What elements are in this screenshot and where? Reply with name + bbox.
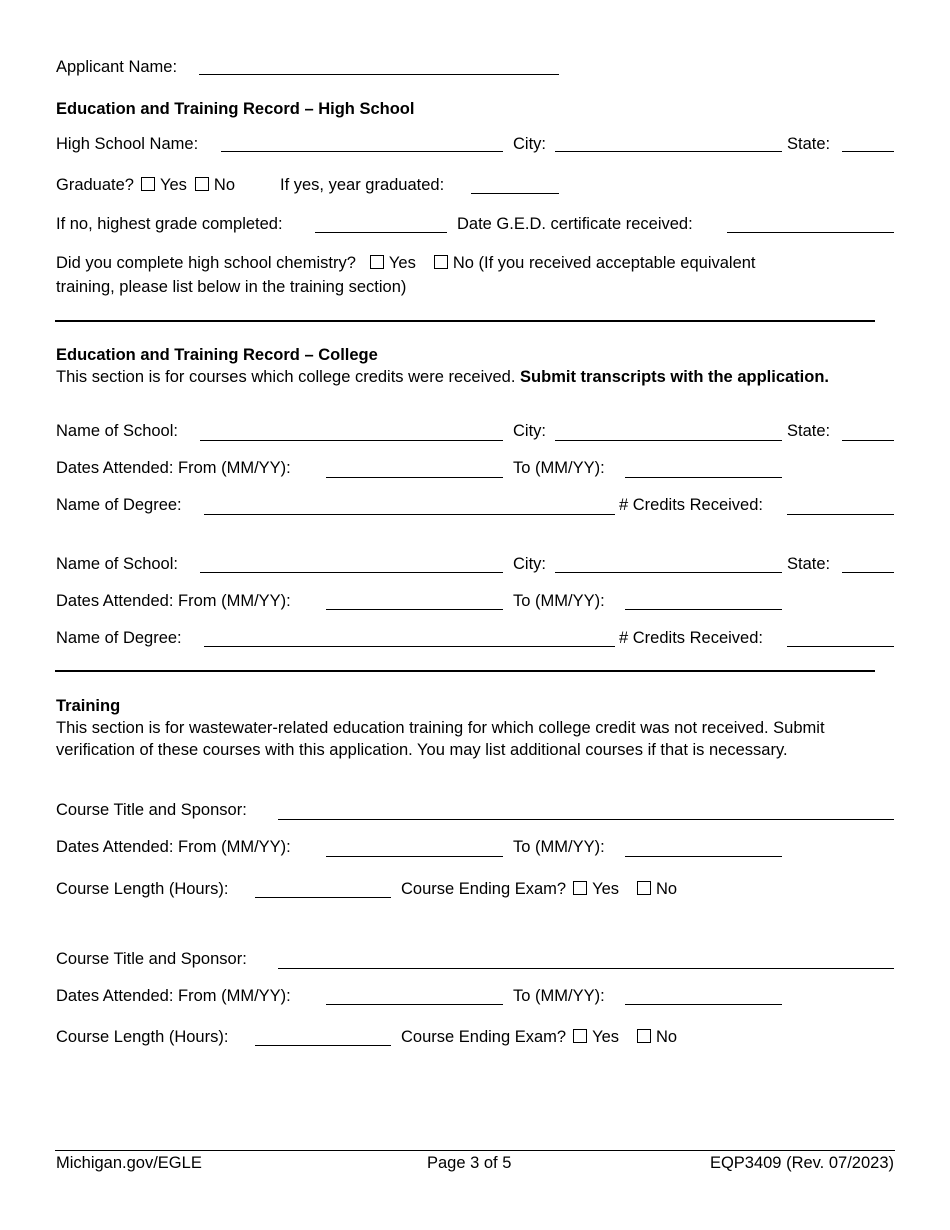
chemistry-yes-checkbox[interactable]: [370, 255, 384, 269]
course-length-field-1[interactable]: [255, 897, 391, 898]
applicant-name-field[interactable]: [199, 74, 559, 75]
high-school-state-label: State:: [787, 135, 831, 153]
applicant-name-label: Applicant Name:: [56, 58, 178, 76]
exam-yes-checkbox-1[interactable]: [573, 881, 587, 895]
graduate-no-checkbox[interactable]: [195, 177, 209, 191]
training-dates-from-field-2[interactable]: [326, 1004, 503, 1005]
school-state-label-2: State:: [787, 555, 831, 573]
training-dates-to-field-2[interactable]: [625, 1004, 782, 1005]
dates-from-label-1: Dates Attended: From (MM/YY):: [56, 459, 291, 477]
exam-no-label-1: No: [656, 880, 678, 898]
chemistry-label: Did you complete high school chemistry?: [56, 254, 356, 272]
credits-label-1: # Credits Received:: [619, 496, 763, 514]
high-school-name-label: High School Name:: [56, 135, 199, 153]
dates-to-field-2[interactable]: [625, 609, 782, 610]
course-length-label-1: Course Length (Hours):: [56, 880, 229, 898]
dates-from-label-2: Dates Attended: From (MM/YY):: [56, 592, 291, 610]
school-name-field-1[interactable]: [200, 440, 503, 441]
dates-to-label-1: To (MM/YY):: [513, 459, 605, 477]
section-divider: [55, 320, 875, 322]
school-city-field-2[interactable]: [555, 572, 782, 573]
exam-yes-label-1: Yes: [592, 880, 620, 898]
graduate-yes-label: Yes: [159, 176, 187, 194]
training-dates-from-field-1[interactable]: [326, 856, 503, 857]
graduate-yes-checkbox[interactable]: [141, 177, 155, 191]
chemistry-note: training, please list below in the training section): [56, 278, 407, 296]
high-school-state-field[interactable]: [842, 151, 894, 152]
college-intro-bold: Submit transcripts with the application.: [520, 368, 829, 386]
exam-no-checkbox-2[interactable]: [637, 1029, 651, 1043]
dates-to-label-2: To (MM/YY):: [513, 592, 605, 610]
course-title-label-1: Course Title and Sponsor:: [56, 801, 247, 819]
high-school-heading: Education and Training Record – High School: [56, 100, 415, 118]
school-city-label-1: City:: [513, 422, 546, 440]
training-dates-from-label-1: Dates Attended: From (MM/YY):: [56, 838, 291, 856]
course-length-label-2: Course Length (Hours):: [56, 1028, 229, 1046]
school-city-field-1[interactable]: [555, 440, 782, 441]
chemistry-yes-label: Yes: [388, 254, 416, 272]
footer-page-number: Page 3 of 5: [427, 1154, 512, 1172]
chemistry-row: [56, 254, 756, 273]
school-name-label-1: Name of School:: [56, 422, 178, 440]
exam-label-1: Course Ending Exam?: [401, 880, 567, 898]
course-title-field-2[interactable]: [278, 968, 894, 969]
training-dates-to-label-2: To (MM/YY):: [513, 987, 605, 1005]
exam-yes-checkbox-2[interactable]: [573, 1029, 587, 1043]
exam-yes-label-2: Yes: [592, 1028, 620, 1046]
course-title-label-2: Course Title and Sponsor:: [56, 950, 247, 968]
ged-date-label: Date G.E.D. certificate received:: [457, 215, 693, 233]
training-dates-to-field-1[interactable]: [625, 856, 782, 857]
school-state-field-1[interactable]: [842, 440, 894, 441]
training-intro: This section is for wastewater-related education training for which college credit was not received. Submit verification of these courses with this application. You may list additional courses if that is necessary.: [56, 719, 825, 759]
dates-to-field-1[interactable]: [625, 477, 782, 478]
credits-label-2: # Credits Received:: [619, 629, 763, 647]
college-heading: Education and Training Record – College: [56, 346, 378, 364]
highest-grade-label: If no, highest grade completed:: [56, 215, 283, 233]
college-intro: [56, 366, 876, 388]
school-state-label-1: State:: [787, 422, 831, 440]
school-name-field-2[interactable]: [200, 572, 503, 573]
school-state-field-2[interactable]: [842, 572, 894, 573]
dates-from-field-1[interactable]: [326, 477, 503, 478]
degree-label-2: Name of Degree:: [56, 629, 182, 647]
chemistry-no-label: No (If you received acceptable equivalent: [452, 254, 756, 272]
graduate-row: [56, 176, 235, 195]
training-dates-from-label-2: Dates Attended: From (MM/YY):: [56, 987, 291, 1005]
training-heading: Training: [56, 697, 121, 715]
graduate-no-label: No: [213, 176, 235, 194]
degree-field-1[interactable]: [204, 514, 615, 515]
high-school-city-field[interactable]: [555, 151, 782, 152]
ged-date-field[interactable]: [727, 232, 894, 233]
school-city-label-2: City:: [513, 555, 546, 573]
high-school-name-field[interactable]: [221, 151, 503, 152]
footer-website: Michigan.gov/EGLE: [56, 1154, 202, 1172]
section-divider: [55, 670, 875, 672]
exam-row-1: [401, 880, 677, 899]
footer-divider: [55, 1150, 895, 1151]
high-school-city-label: City:: [513, 135, 546, 153]
footer-form-number: EQP3409 (Rev. 07/2023): [709, 1154, 894, 1172]
credits-field-2[interactable]: [787, 646, 894, 647]
exam-no-label-2: No: [656, 1028, 678, 1046]
graduate-label: Graduate?: [56, 176, 134, 194]
exam-row-2: [401, 1028, 677, 1047]
year-graduated-label: If yes, year graduated:: [280, 176, 445, 194]
course-title-field-1[interactable]: [278, 819, 894, 820]
college-intro-text: This section is for courses which college credits were received.: [56, 368, 516, 386]
highest-grade-field[interactable]: [315, 232, 447, 233]
chemistry-no-checkbox[interactable]: [434, 255, 448, 269]
degree-label-1: Name of Degree:: [56, 496, 182, 514]
year-graduated-field[interactable]: [471, 193, 559, 194]
exam-label-2: Course Ending Exam?: [401, 1028, 567, 1046]
training-dates-to-label-1: To (MM/YY):: [513, 838, 605, 856]
credits-field-1[interactable]: [787, 514, 894, 515]
exam-no-checkbox-1[interactable]: [637, 881, 651, 895]
course-length-field-2[interactable]: [255, 1045, 391, 1046]
dates-from-field-2[interactable]: [326, 609, 503, 610]
degree-field-2[interactable]: [204, 646, 615, 647]
school-name-label-2: Name of School:: [56, 555, 178, 573]
